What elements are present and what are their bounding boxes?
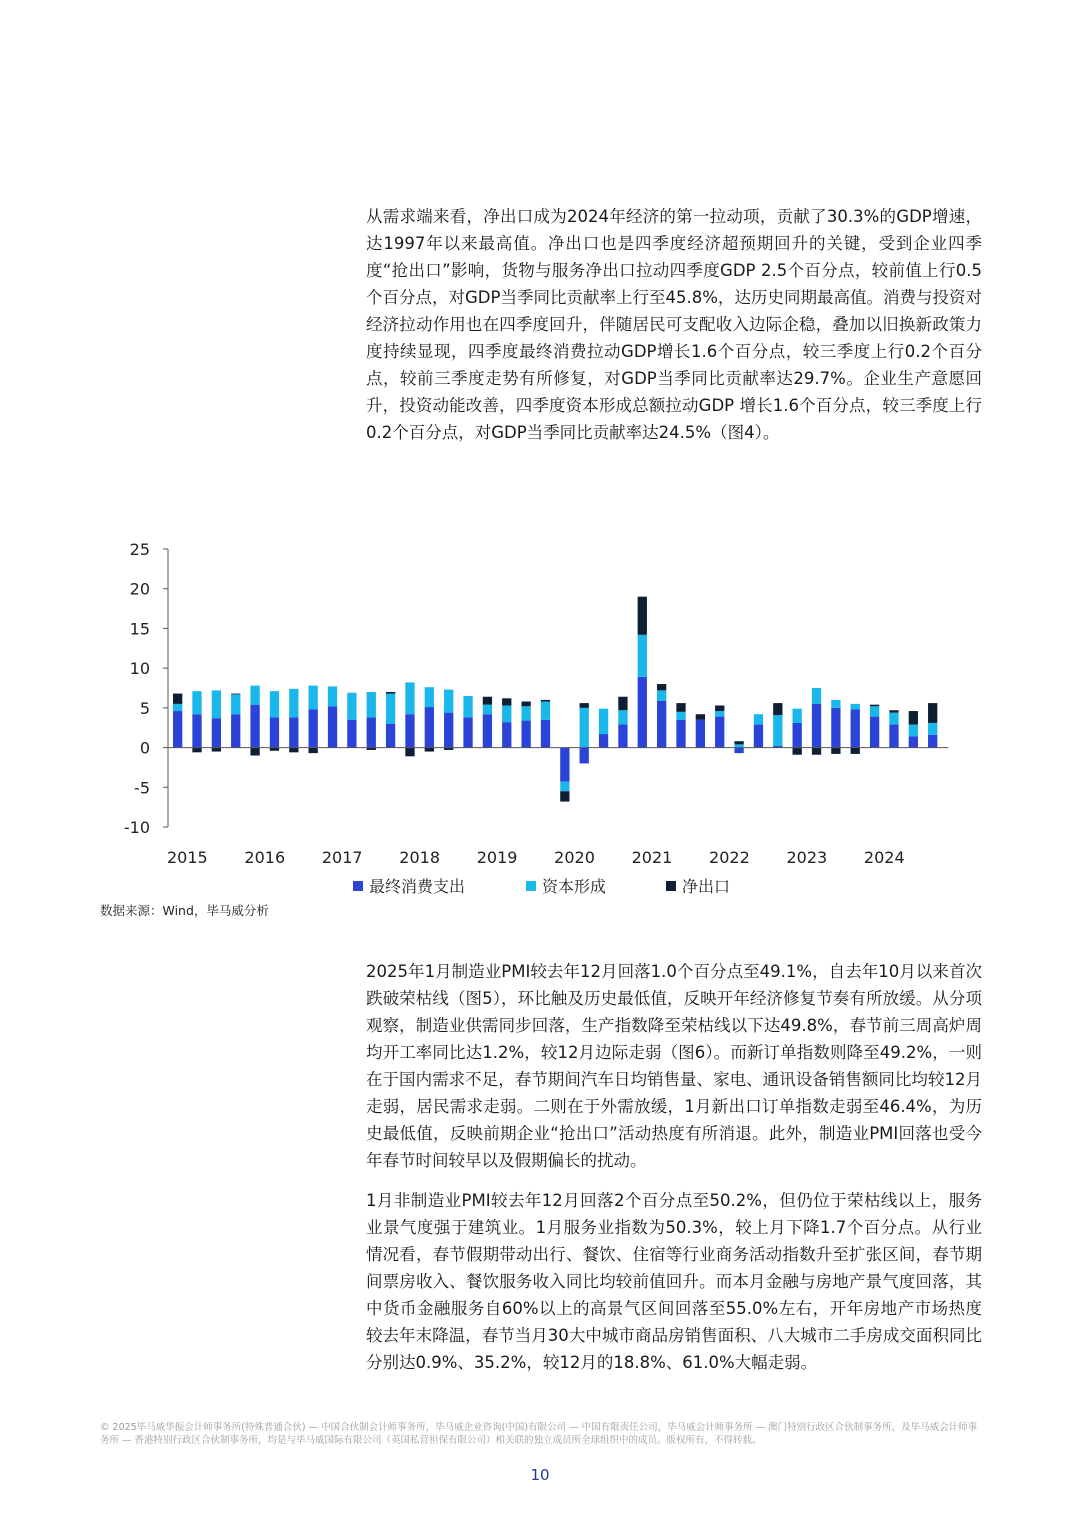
- bar-segment-net-export: [483, 697, 492, 705]
- bar-segment-consumption: [289, 717, 298, 747]
- bar-segment-net-export: [386, 692, 395, 694]
- bar-segment-consumption: [851, 709, 860, 747]
- legend-swatch: [526, 881, 536, 891]
- bar-segment-net-export: [657, 684, 666, 690]
- bar-segment-consumption: [309, 709, 318, 747]
- y-axis: [124, 540, 168, 837]
- y-tick-label: -10: [123, 818, 150, 837]
- chart-bars: [173, 597, 937, 802]
- bar-segment-capital: [773, 715, 782, 746]
- y-tick-label: 0: [139, 738, 150, 758]
- bar-segment-consumption: [618, 725, 627, 748]
- x-tick-label: 2022: [709, 848, 750, 867]
- bar-segment-net-export: [502, 698, 511, 705]
- bar-segment-net-export: [425, 748, 434, 752]
- bar-segment-capital: [328, 686, 337, 706]
- bar-segment-capital: [231, 694, 240, 714]
- x-tick-label: 2016: [244, 848, 286, 867]
- bar-segment-capital: [250, 686, 259, 705]
- bar-segment-capital: [889, 713, 898, 725]
- y-tick-label: 10: [129, 659, 150, 679]
- bar-segment-net-export: [618, 697, 627, 711]
- x-tick-label: 2024: [863, 848, 905, 867]
- bar-segment-consumption: [928, 735, 937, 748]
- bar-segment-consumption: [715, 717, 724, 748]
- bar-segment-net-export: [289, 748, 298, 753]
- bar-segment-net-export: [851, 748, 860, 754]
- bar-segment-net-export: [580, 703, 589, 708]
- bar-segment-capital: [289, 689, 298, 718]
- bar-segment-capital: [483, 705, 492, 715]
- bar-segment-consumption: [367, 717, 376, 747]
- bar-segment-capital: [502, 705, 511, 722]
- bar-segment-capital: [657, 690, 666, 700]
- bar-segment-consumption: [502, 722, 511, 747]
- bar-segment-capital: [715, 711, 724, 717]
- bar-segment-consumption: [425, 707, 434, 748]
- copyright-footer: © 2025毕马威华振会计师事务所(特殊普通合伙) — 中国合伙制会计师事务所，毕马威企业咨询(中国)有限公司 — 中国有限责任公司，毕马威会计师事务所 — 澳门特别行政区合伙制事务所，及毕马威会计师事务所 — 香港特别行政区合伙制事务所，均是与毕马威国际有限公司（英国私营担保有限公司）相关联的独立成员所全球组织中的成员。版权所有，不得转载。: [100, 1422, 978, 1446]
- bar-segment-capital: [638, 635, 647, 677]
- bar-segment-net-export: [676, 703, 685, 712]
- bar-segment-consumption: [173, 711, 182, 748]
- bar-segment-capital: [212, 690, 221, 718]
- bar-segment-consumption: [212, 718, 221, 747]
- paragraph-non-manufacturing-pmi: 1月非制造业PMI较去年12月回落2个百分点至50.2%，但仍位于荣枯线以上，服务业景气度强于建筑业。1月服务业指数为50.3%，较上月下降1.7个百分点。从行业情况看，春节假期带动出行、餐饮、住宿等行业商务活动指数升至扩张区间，春节期间票房收入、餐饮服务收入同比均较前值回升。而本月金融与房地产景气度回落，其中货币金融服务自60%以上的高景气区间回落至55.0%左右，开年房地产市场热度较去年末降温，春节当月30大中城市商品房销售面积、八大城市二手房成交面积同比分别达0.9%、35.2%，较12月的18.8%、61.0%大幅走弱。: [366, 1191, 982, 1372]
- bar-segment-consumption: [444, 713, 453, 748]
- paragraph-manufacturing-pmi: 2025年1月制造业PMI较去年12月回落1.0个百分点至49.1%，自去年10月以来首次跌破荣枯线（图5），环比触及历史最低值，反映开年经济修复节奏有所放缓。从分项观察，制造业供需同步回落，生产指数降至荣枯线以下达49.8%，春节前三周高炉周均开工率同比达1.2%，较12月边际走弱（图6）。而新订单指数则降至49.2%，一则在于国内需求不足，春节期间汽车日均销售量、家电、通讯设备销售额同比均较12月走弱，居民需求走弱。二则在于外需放缓，1月新出口订单指数走弱至46.4%，为历史最低值，反映前期企业“抢出口”活动热度有所消退。此外，制造业PMI回落也受今年春节时间较早以及假期偏长的扰动。: [366, 962, 982, 1170]
- bar-segment-capital: [347, 693, 356, 720]
- bar-segment-capital: [386, 694, 395, 724]
- bar-segment-net-export: [212, 748, 221, 752]
- bar-segment-consumption: [638, 677, 647, 748]
- bar-segment-consumption: [831, 708, 840, 748]
- bar-segment-capital: [560, 782, 569, 792]
- x-tick-label: 2019: [476, 848, 518, 867]
- bar-segment-capital: [270, 691, 279, 717]
- bar-segment-net-export: [250, 748, 259, 756]
- bar-segment-consumption: [192, 714, 201, 747]
- bar-segment-consumption: [405, 714, 414, 747]
- bar-segment-net-export: [928, 703, 937, 723]
- bar-segment-capital: [812, 688, 821, 704]
- bar-segment-consumption: [889, 725, 898, 748]
- legend-swatch: [666, 881, 676, 891]
- bar-segment-net-export: [405, 748, 414, 757]
- bar-segment-capital: [192, 691, 201, 714]
- bar-segment-net-export: [831, 748, 840, 754]
- bar-segment-net-export: [870, 705, 879, 707]
- x-axis: [167, 748, 948, 867]
- bar-segment-capital: [831, 700, 840, 708]
- bar-segment-capital: [618, 710, 627, 724]
- bar-segment-consumption: [696, 720, 705, 748]
- y-tick-label: 20: [129, 579, 150, 599]
- bar-segment-net-export: [773, 703, 782, 715]
- legend-label: 净出口: [682, 877, 731, 896]
- page-number: 10: [530, 1466, 550, 1484]
- x-tick-label: 2021: [631, 848, 673, 867]
- x-tick-label: 2020: [554, 848, 595, 867]
- bar-segment-capital: [309, 686, 318, 710]
- bar-segment-consumption: [754, 725, 763, 748]
- bar-segment-capital: [463, 696, 472, 717]
- legend-label: 最终消费支出: [369, 877, 466, 896]
- bar-segment-net-export: [192, 748, 201, 753]
- bar-segment-capital: [870, 706, 879, 716]
- bar-segment-net-export: [696, 714, 705, 720]
- bar-segment-net-export: [173, 694, 182, 704]
- bar-segment-capital: [909, 725, 918, 737]
- bar-segment-consumption: [386, 724, 395, 748]
- bar-segment-net-export: [541, 700, 550, 702]
- bar-segment-consumption: [541, 720, 550, 748]
- bar-segment-consumption: [463, 717, 472, 747]
- bar-segment-net-export: [734, 741, 743, 744]
- gdp-contribution-chart: [0, 530, 1080, 905]
- x-tick-label: 2017: [321, 848, 363, 867]
- chart-legend: [353, 877, 730, 896]
- bar-segment-consumption: [909, 736, 918, 747]
- bar-segment-net-export: [231, 694, 240, 695]
- bar-segment-net-export: [638, 597, 647, 635]
- bar-segment-consumption: [560, 748, 569, 782]
- bar-segment-consumption: [812, 704, 821, 748]
- bar-segment-net-export: [812, 748, 821, 755]
- bar-segment-consumption: [270, 717, 279, 747]
- bar-segment-consumption: [580, 748, 589, 764]
- x-tick-label: 2018: [399, 848, 441, 867]
- bar-segment-consumption: [793, 723, 802, 748]
- bar-segment-consumption: [347, 720, 356, 748]
- bar-segment-capital: [676, 712, 685, 720]
- bar-segment-capital: [599, 709, 608, 734]
- bar-segment-capital: [425, 687, 434, 707]
- bar-segment-capital: [173, 704, 182, 711]
- bar-segment-capital: [541, 702, 550, 720]
- x-tick-label: 2015: [166, 848, 208, 867]
- bar-segment-net-export: [715, 705, 724, 711]
- bar-segment-consumption: [676, 720, 685, 748]
- bar-segment-consumption: [521, 721, 530, 748]
- bar-segment-net-export: [909, 711, 918, 725]
- bar-segment-consumption: [599, 734, 608, 748]
- y-tick-label: 5: [139, 698, 150, 718]
- y-tick-label: 15: [129, 619, 150, 639]
- bar-segment-capital: [521, 706, 530, 720]
- bar-segment-consumption: [483, 714, 492, 747]
- y-tick-label: -5: [134, 778, 150, 798]
- bar-segment-net-export: [309, 748, 318, 754]
- bar-segment-consumption: [657, 701, 666, 748]
- bar-segment-capital: [851, 704, 860, 710]
- data-source: 数据来源：Wind，毕马威分析: [100, 903, 269, 918]
- bar-segment-capital: [367, 692, 376, 717]
- bar-segment-capital: [580, 708, 589, 748]
- legend-swatch: [353, 881, 363, 891]
- bar-segment-net-export: [521, 702, 530, 707]
- bar-segment-net-export: [889, 710, 898, 712]
- x-tick-label: 2023: [786, 848, 828, 867]
- bar-segment-consumption: [328, 706, 337, 747]
- bar-segment-net-export: [560, 791, 569, 801]
- bar-segment-capital: [928, 723, 937, 735]
- bar-segment-consumption: [250, 705, 259, 748]
- bar-segment-consumption: [870, 717, 879, 748]
- bar-segment-capital: [793, 709, 802, 723]
- legend-label: 资本形成: [542, 877, 607, 896]
- bar-segment-capital: [754, 714, 763, 724]
- paragraph-demand-side: 从需求端来看，净出口成为2024年经济的第一拉动项，贡献了30.3%的GDP增速，达1997年以来最高值。净出口也是四季度经济超预期回升的关键，受到企业四季度“抢出口”影响，货物与服务净出口拉动四季度GDP 2.5个百分点，较前值上行0.5个百分点，对GDP当季同比贡献率上行至45.8%，达历史同期最高值。消费与投资对经济拉动作用也在四季度回升，伴随居民可支配收入边际企稳，叠加以旧换新政策力度持续显现，四季度最终消费拉动GDP增长1.6个百分点，较三季度上行0.2个百分点，较前三季度走势有所修复，对GDP当季同比贡献率达29.7%。企业生产意愿回升，投资动能改善，四季度资本形成总额拉动GDP 增长1.6个百分点，较三季度上行0.2个百分点，对GDP当季同比贡献率达24.5%（图4）。: [366, 207, 982, 442]
- y-tick-label: 25: [129, 540, 150, 559]
- bar-segment-capital: [444, 690, 453, 713]
- bar-segment-consumption: [231, 714, 240, 747]
- bar-segment-net-export: [793, 748, 802, 755]
- bar-segment-capital: [405, 682, 414, 714]
- bar-segment-consumption: [734, 748, 743, 754]
